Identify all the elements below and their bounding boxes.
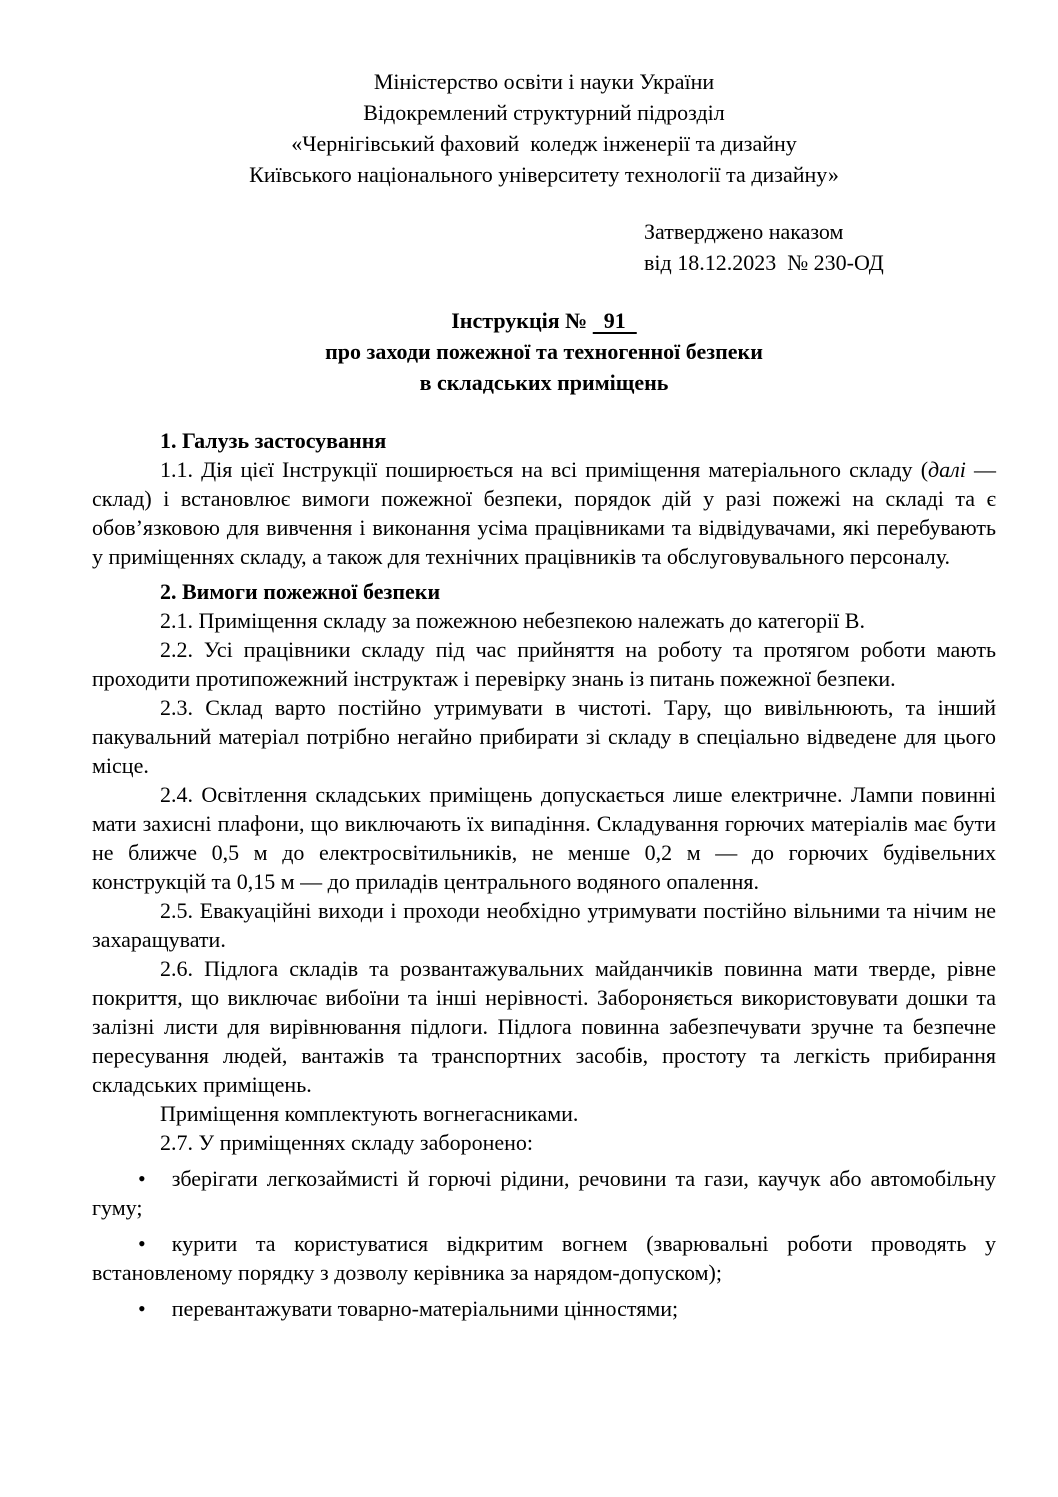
bullet-item-3-text: перевантажувати товарно-матеріальними цінностями;	[171, 1296, 679, 1321]
instruction-subtitle-2: в складських приміщень	[419, 370, 669, 395]
bullet-item-2-text: курити та користуватися відкритим вогнем (зварювальні роботи проводять у встановленому порядку з дозволу керівника за нарядом-допуском);	[92, 1231, 996, 1285]
instruction-subtitle-1: про заходи пожежної та техногенної безпеки	[325, 339, 763, 364]
letterhead	[92, 66, 996, 190]
paragraph-2-2: 2.2. Усі працівники складу під час прийняття на роботу та протягом роботи мають проходити протипожежний інструктаж і перевірку знань із питань пожежної безпеки.	[92, 637, 996, 691]
instruction-title	[92, 305, 996, 336]
instruction-number: 91	[592, 308, 637, 333]
bullet-icon: •	[138, 1296, 146, 1321]
section-1-heading: 1. Галузь застосування	[160, 428, 387, 453]
bullet-icon: •	[138, 1231, 146, 1256]
paragraph-2-7: 2.7. У приміщеннях складу заборонено:	[160, 1130, 533, 1155]
university-line: Київського національного університету технології та дизайну»	[249, 162, 839, 187]
bullet-item-1-text: зберігати легкозаймисті й горючі рідини, речовини та гази, каучук або автомобільну гуму;	[92, 1166, 996, 1220]
bullet-icon: •	[138, 1166, 146, 1191]
paragraph-2-5: 2.5. Евакуаційні виходи і проходи необхідно утримувати постійно вільними та нічим не захаращувати.	[92, 898, 996, 952]
paragraph-extinguishers: Приміщення комплектують вогнегасниками.	[160, 1101, 579, 1126]
instruction-title-prefix: Інструкція №	[451, 308, 593, 333]
paragraph-1-1-text-a: 1.1. Дія цієї Інструкції поширюється на всі приміщення матеріального складу (	[160, 457, 929, 482]
bullet-item-2	[92, 1229, 996, 1287]
paragraph-1-1	[92, 455, 996, 571]
section-2-heading: 2. Вимоги пожежної безпеки	[160, 579, 441, 604]
paragraph-1-1-italic-term: далі	[928, 457, 966, 482]
paragraph-2-6: 2.6. Підлога складів та розвантажувальних майданчиків повинна мати тверде, рівне покриття, що виключає вибоїни та інші нерівності. Забороняється використовувати дошки та залізні листи для вирівнювання підлоги. Підлога повинна забезпечувати зручне та безпечне пересування людей, вантажів та транспортних засобів, простоту та легкість прибирання складських приміщень.	[92, 956, 996, 1097]
bullet-item-3	[92, 1294, 996, 1323]
instruction-title-block	[92, 305, 996, 398]
ministry-line: Міністерство освіти і науки України	[373, 69, 715, 94]
bullet-item-1	[92, 1164, 996, 1222]
paragraph-2-3: 2.3. Склад варто постійно утримувати в чистоті. Тару, що вивільнюють, та інший пакувальний матеріал потрібно негайно прибирати зі складу в спеціально відведене для цього місце.	[92, 695, 996, 778]
college-line: «Чернігівський фаховий коледж інженерії та дизайну	[291, 131, 797, 156]
approval-block	[644, 216, 996, 278]
division-line: Відокремлений структурний підрозділ	[363, 100, 725, 125]
paragraph-1-1-text-b: — склад) і встановлює вимоги пожежної безпеки, порядок дій у разі пожежі на складі та є обов’язковою для вивчення і виконання усіма працівниками та відвідувачами, які перебувають у приміщеннях складу, а також для технічних працівників та обслуговувального персоналу.	[92, 457, 997, 569]
paragraph-2-4: 2.4. Освітлення складських приміщень допускається лише електричне. Лампи повинні мати захисні плафони, що виключають їх випадіння. Складування горючих матеріалів має бути не ближче 0,5 м до електросвітильників, не менше 0,2 м — до горючих будівельних конструкцій та 0,15 м — до приладів центрального водяного опалення.	[92, 782, 996, 894]
approval-line-2: від 18.12.2023 № 230-ОД	[644, 250, 884, 275]
approval-line-1: Затверджено наказом	[644, 219, 844, 244]
paragraph-2-1: 2.1. Приміщення складу за пожежною небезпекою належать до категорії В.	[160, 608, 865, 633]
